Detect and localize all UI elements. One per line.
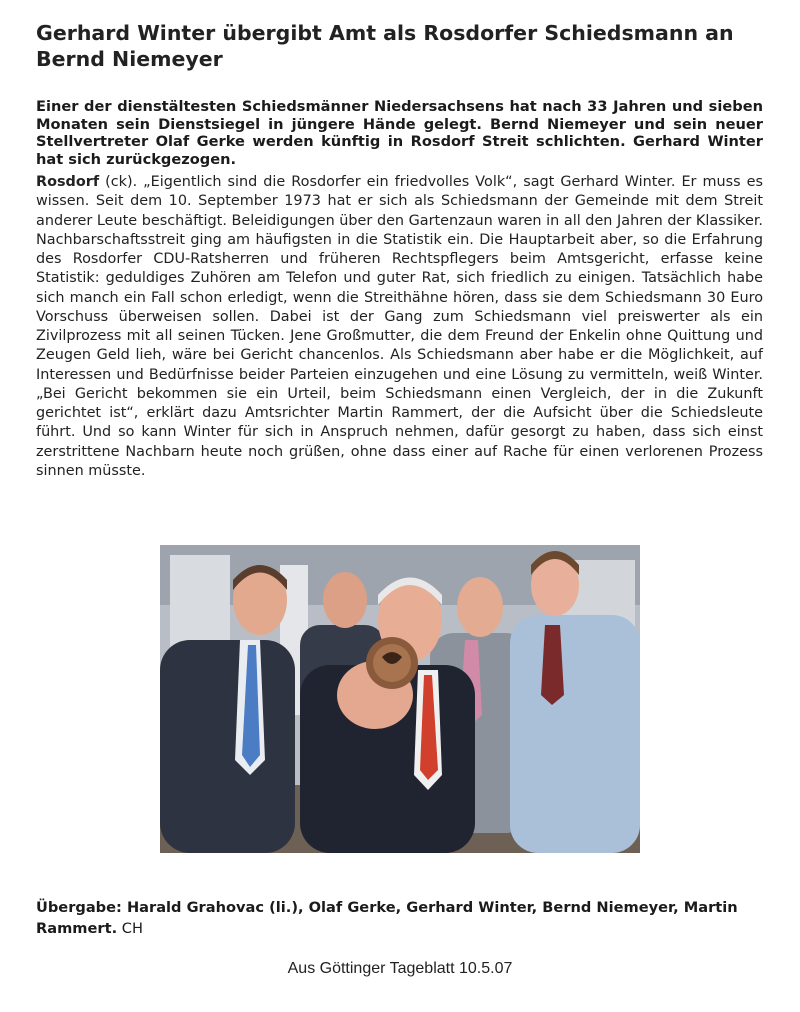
article-photo [160, 545, 640, 853]
source-line: Aus Göttinger Tageblatt 10.5.07 [287, 960, 513, 977]
caption-names: Übergabe: Harald Grahovac (li.), Olaf Gerke, Gerhard Winter, Bernd Niemeyer, Martin Rammert. [36, 899, 738, 937]
article-headline: Gerhard Winter übergibt Amt als Rosdorfer Schiedsmann an Bernd Niemeyer [36, 21, 734, 71]
article-dateline: Rosdorf [36, 174, 100, 190]
article-body [36, 173, 763, 481]
photo-caption [36, 897, 776, 939]
caption-credit: CH [117, 920, 143, 937]
article-lead: Einer der dienstältesten Schiedsmänner Niedersachsens hat nach 33 Jahren und sieben Monaten sein Dienstsiegel in jüngere Hände gelegt. Bernd Niemeyer und sein neuer Stellvertreter Olaf Gerke werden künftig in Rosdorf Streit schlichten. Gerhard Winter hat sich zurückgezogen. [36, 98, 763, 168]
article-body-text: (ck). „Eigentlich sind die Rosdorfer ein friedvolles Volk“, sagt Gerhard Winter. Er muss es wissen. Seit dem 10. September 1973 hat er sich als Schiedsmann der Gemeinde mit dem Streit anderer Leute beschäftigt. Beleidigungen über den Gartenzaun waren in all den Jahren der Klassiker. Nachbarschaftsstreit ging am häufigsten in die Statistik ein. Die Hauptarbeit aber, so die Erfahrung des Rosdorfer CDU-Ratsherren und früheren Rechtspflegers beim Amtsgericht, erfasse keine Statistik: geduldiges Zuhören am Telefon und guter Rat, sich friedlich zu einigen. Tatsächlich habe sich manch ein Fall schon erledigt, wenn die Streithähne hören, dass sie dem Schiedsmann 30 Euro Vorschuss überweisen sollen. Dabei ist der Gang zum Schiedsmann viel preiswerter als ein Zivilprozess mit all seinen Tücken. Jene Großmutter, die dem Freund der Enkelin ohne Quittung und Zeugen Geld lieh, wäre bei Gericht chancenlos. Als Schiedsmann aber habe er die Möglichkeit, auf Interessen und Bedürfnisse beider Parteien einzugehen und eine Lösung zu vermitteln, weiß Winter. „Bei Gericht bekommen sie ein Urteil, beim Schiedsmann einen Vergleich, der in die Zukunft gerichtet ist“, erklärt dazu Amtsrichter Martin Rammert, der die Aufsicht über die Schiedsleute führt. Und so kann Winter für sich in Anspruch nehmen, dafür gesorgt zu haben, dass sich einst zerstrittene Nachbarn heute noch grüßen, ohne dass einer auf Rache für einen verlorenen Prozess sinnen müsste. [36, 174, 763, 479]
